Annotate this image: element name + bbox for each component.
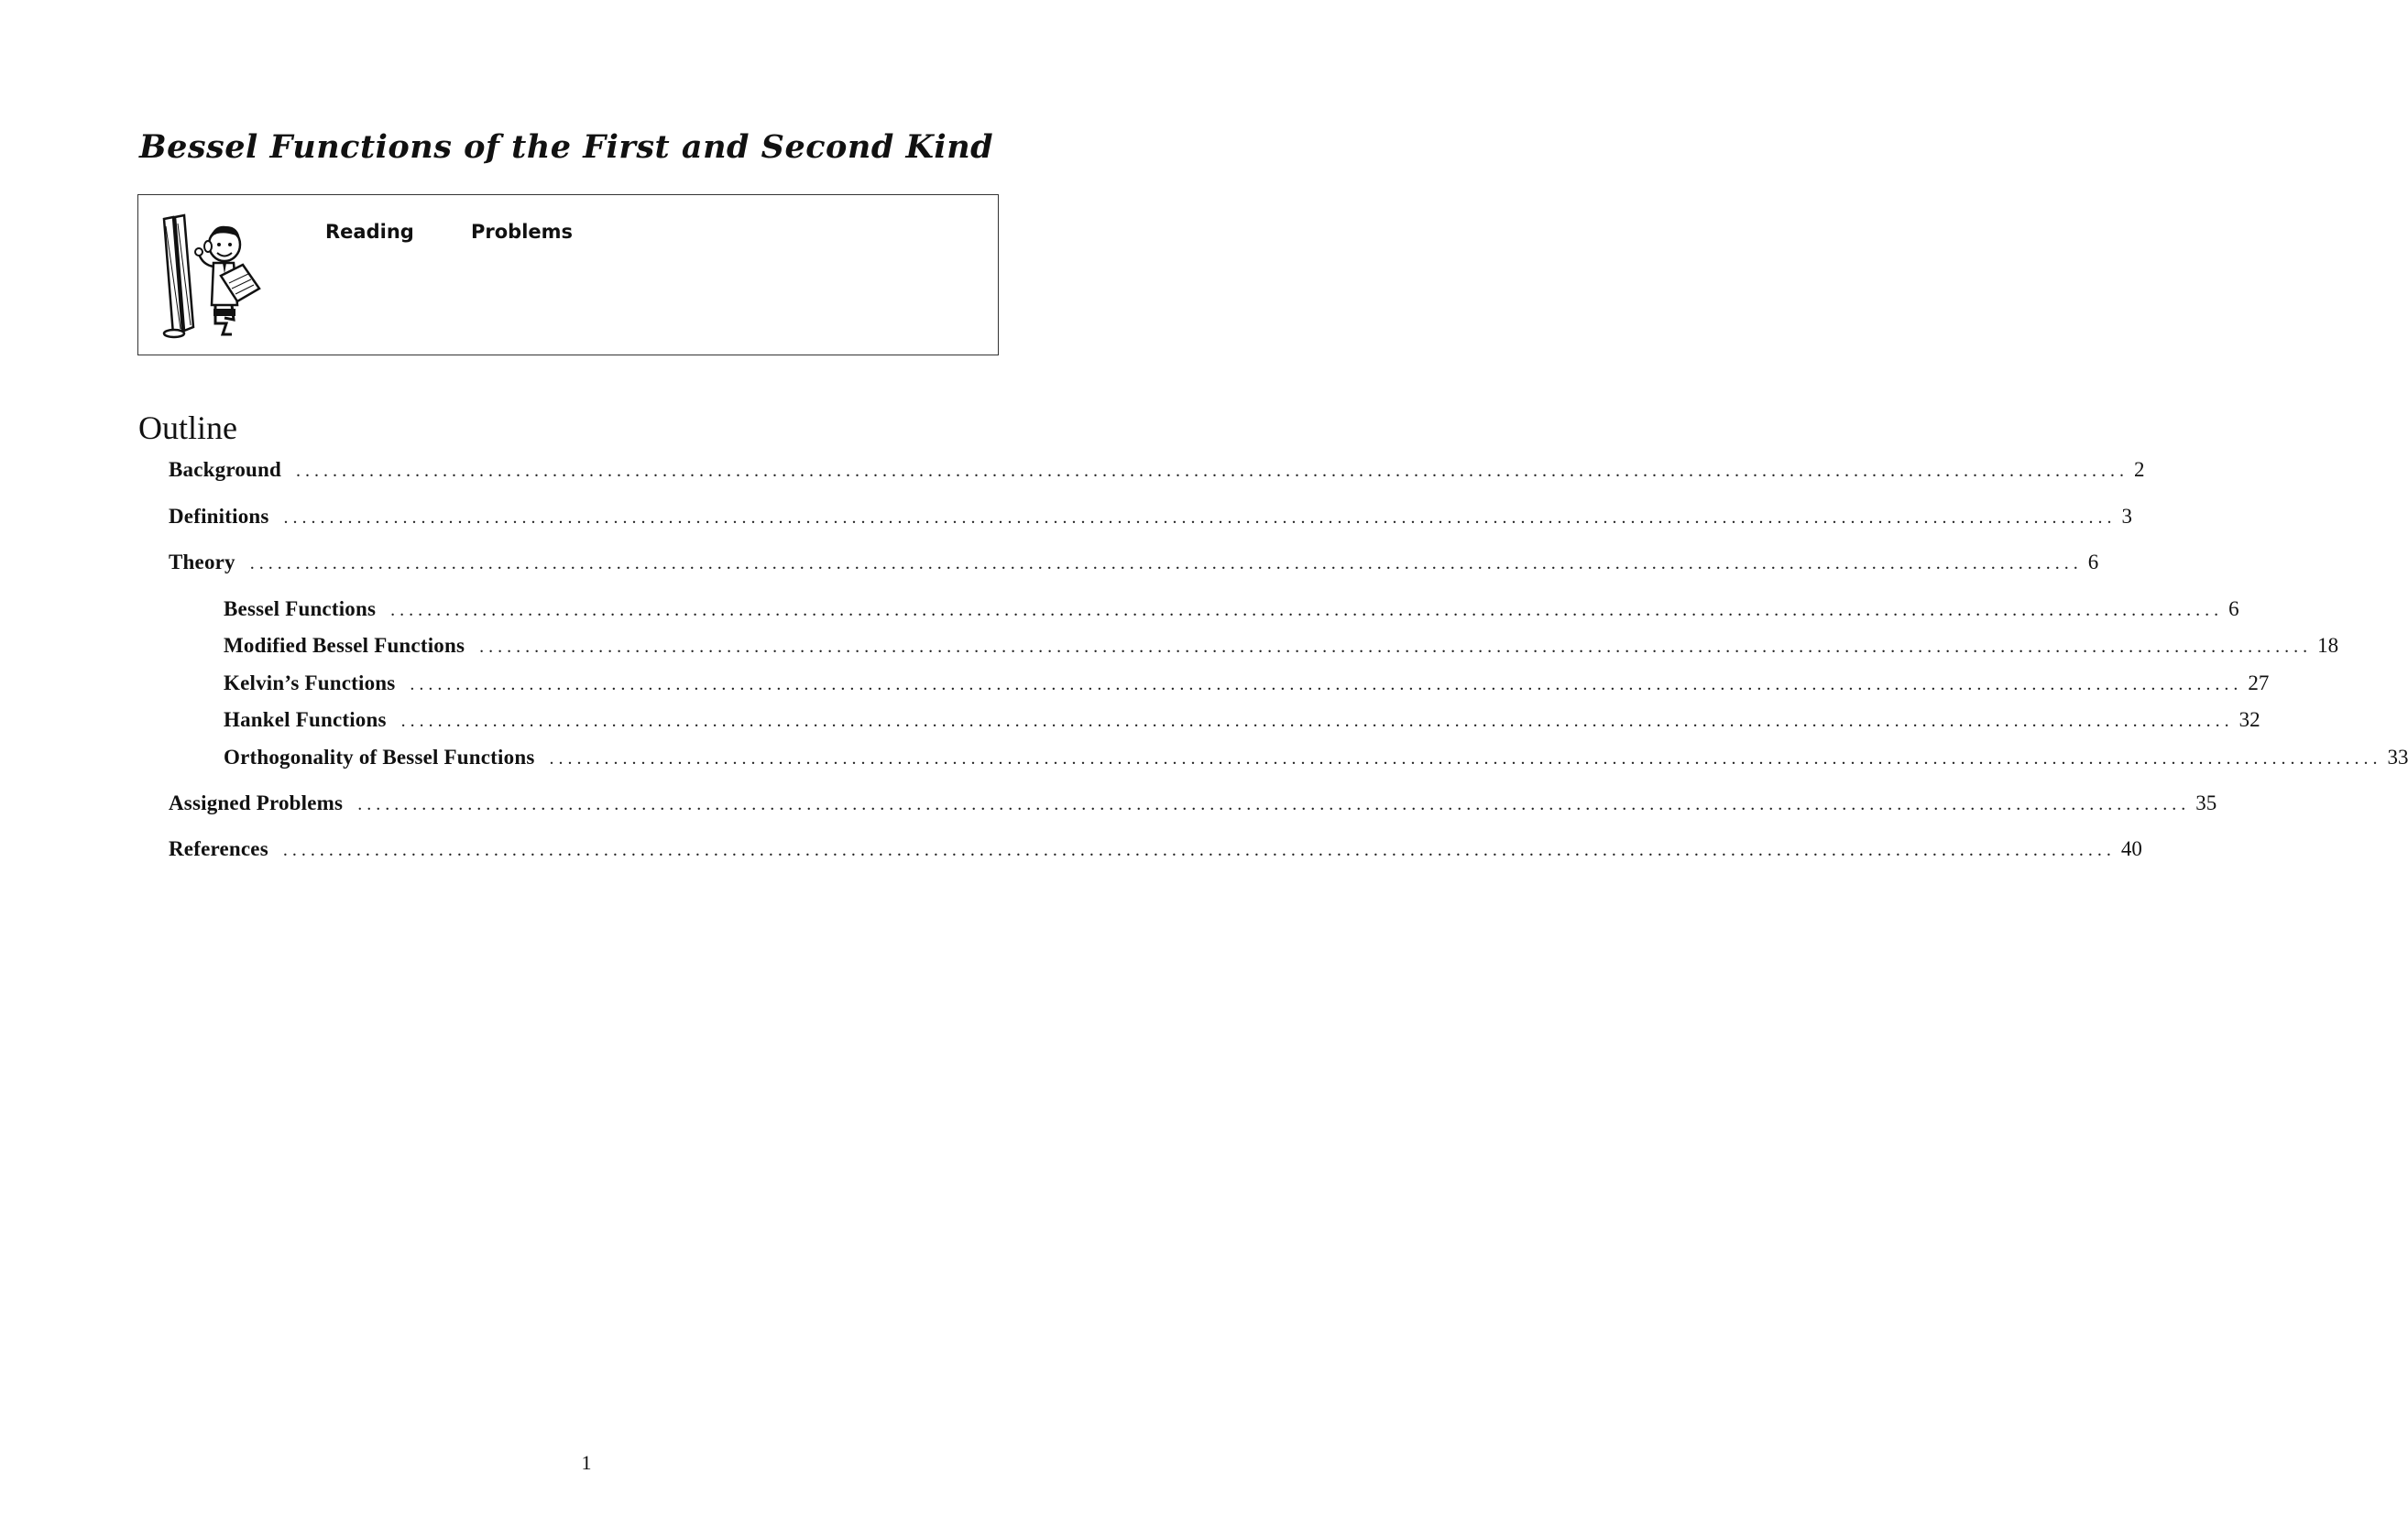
- toc-entry[interactable]: [224, 634, 2339, 663]
- toc-entry-label: Hankel Functions: [224, 708, 387, 731]
- toc-entry-label: Theory: [169, 551, 235, 573]
- toc-entry[interactable]: [169, 837, 2142, 867]
- toc-dot-leader: ........................................................................................................................................................................................................: [410, 674, 2243, 694]
- reading-link[interactable]: Reading: [325, 221, 414, 243]
- toc-entry-page: 2: [2134, 458, 2145, 481]
- toc-entry-label: Kelvin’s Functions: [224, 671, 396, 694]
- toc-entry-label: Definitions: [169, 505, 269, 528]
- toc-entry[interactable]: [224, 708, 2260, 737]
- toc-entry-label: Bessel Functions: [224, 597, 377, 620]
- toc-dot-leader: ........................................................................................................................................................................................................: [296, 461, 2129, 481]
- toc-entry-page: 6: [2228, 597, 2239, 620]
- problems-link[interactable]: Problems: [471, 221, 574, 243]
- toc-entry-label: References: [169, 837, 268, 860]
- toc-entry-page: 18: [2317, 634, 2339, 657]
- toc-entry[interactable]: [224, 597, 2239, 627]
- toc-entry-page: 32: [2238, 708, 2260, 731]
- toc-dot-leader: ........................................................................................................................................................................................................: [400, 711, 2234, 731]
- toc-entry[interactable]: [169, 551, 2099, 580]
- toc-entry-page: 3: [2121, 505, 2133, 528]
- toc-entry-page: 27: [2248, 671, 2270, 694]
- toc-entry[interactable]: [169, 458, 2145, 487]
- navigation-panel: [137, 194, 999, 355]
- toc-dot-leader: ........................................................................................................................................................................................................: [357, 794, 2191, 814]
- toc-dot-leader: ........................................................................................................................................................................................................: [390, 600, 2224, 620]
- toc-entry-label: Orthogonality of Bessel Functions: [224, 746, 535, 769]
- outline-heading: Outline: [138, 409, 237, 446]
- toc-entry-page: 33: [2387, 746, 2408, 769]
- toc-entry-page: 6: [2087, 551, 2099, 573]
- toc-entry-label: Modified Bessel Functions: [224, 634, 465, 657]
- toc-dot-leader: ........................................................................................................................................................................................................: [249, 553, 2083, 573]
- page-number: 1: [581, 1451, 592, 1474]
- toc-entry[interactable]: [224, 671, 2270, 701]
- document-title: Bessel Functions of the First and Second Kind: [139, 128, 994, 166]
- toc-entry[interactable]: [224, 746, 2408, 775]
- toc-dot-leader: ........................................................................................................................................................................................................: [549, 748, 2382, 769]
- toc-entry-page: 40: [2120, 837, 2142, 860]
- toc-entry-label: Background: [169, 458, 282, 481]
- toc-entry-page: 35: [2195, 791, 2217, 814]
- toc-dot-leader: ........................................................................................................................................................................................................: [479, 637, 2313, 657]
- reading-man-with-book-icon: [157, 210, 276, 347]
- toc-dot-leader: ........................................................................................................................................................................................................: [282, 840, 2116, 860]
- toc-dot-leader: ........................................................................................................................................................................................................: [283, 507, 2117, 528]
- toc-entry-label: Assigned Problems: [169, 791, 344, 814]
- toc-entry[interactable]: [169, 505, 2133, 534]
- toc-entry[interactable]: [169, 791, 2217, 821]
